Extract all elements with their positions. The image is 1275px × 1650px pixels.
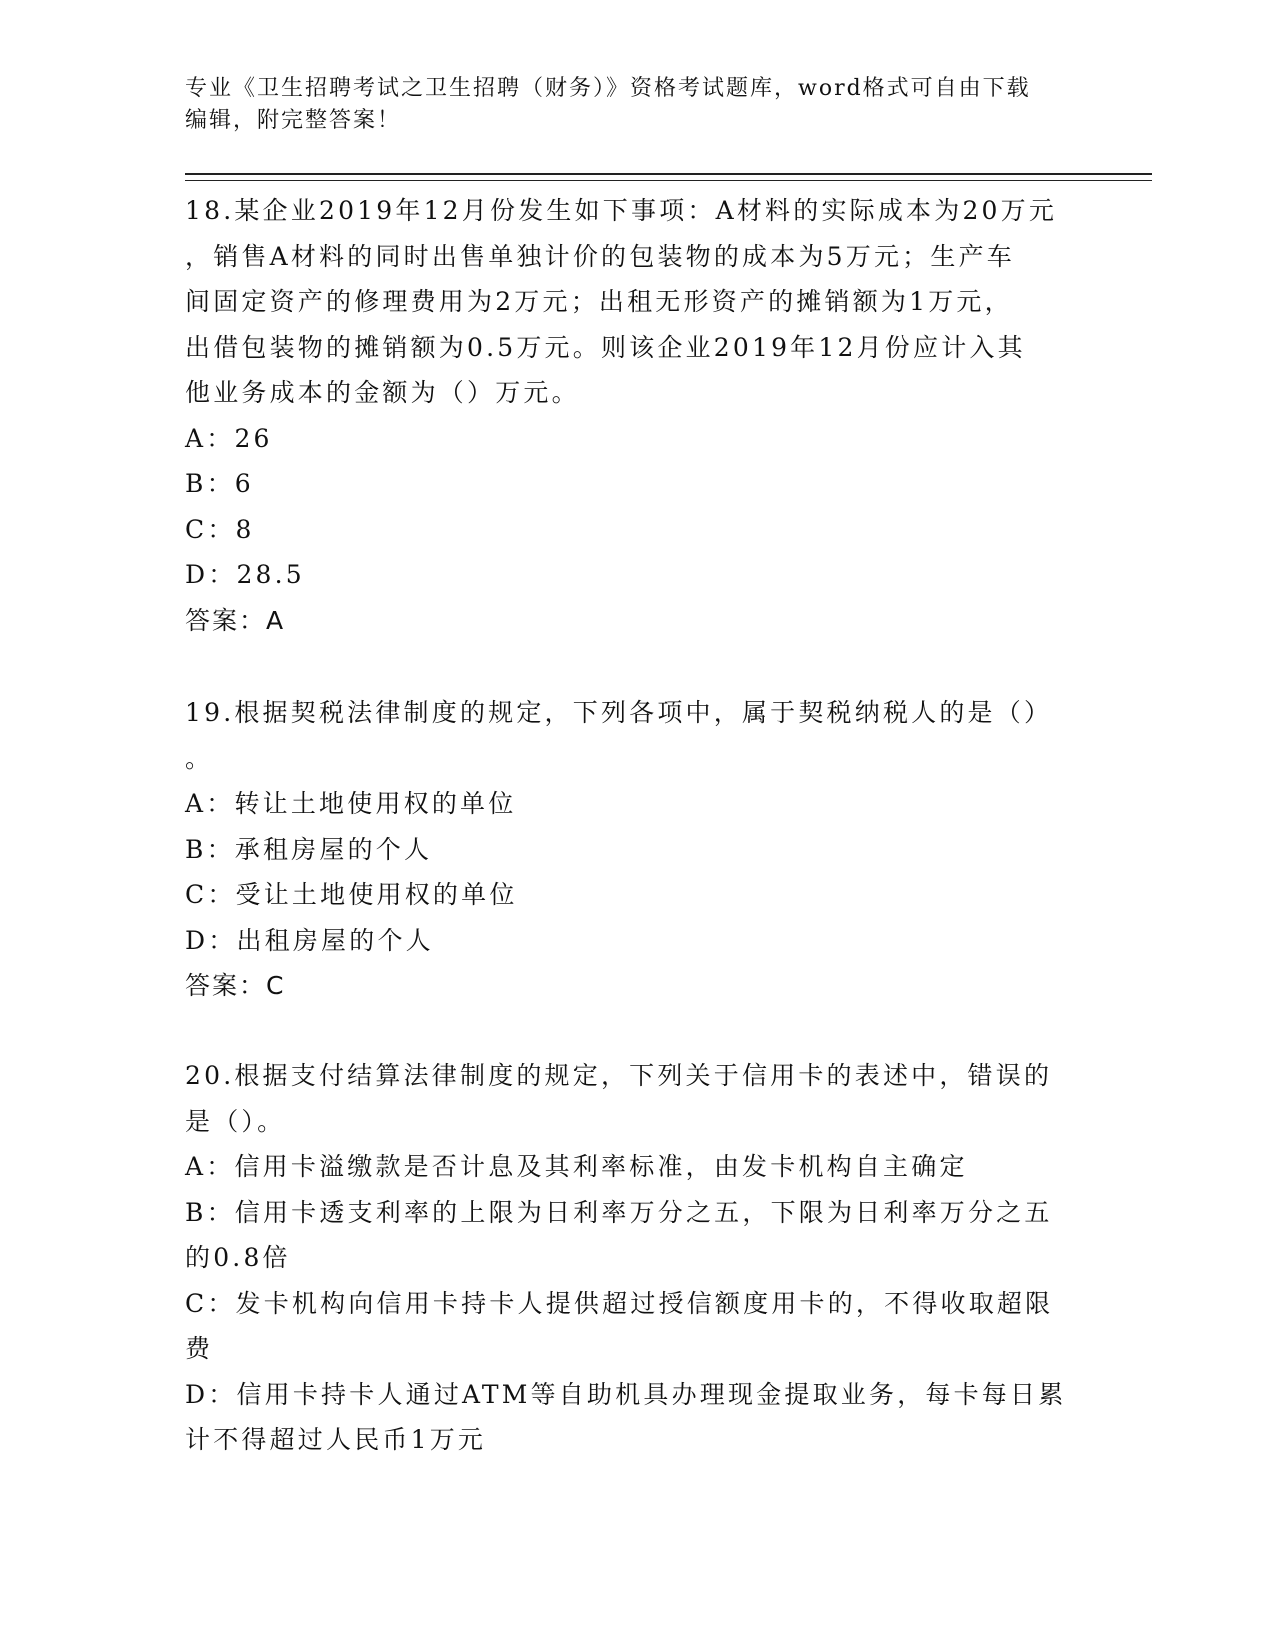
option-b: B：信用卡透支利率的上限为日利率万分之五，下限为日利率万分之五 xyxy=(185,1197,1053,1227)
question-18 xyxy=(185,188,1085,643)
question-stem-line: 出借包装物的摊销额为0.5万元。则该企业2019年12月份应计入其 xyxy=(185,332,1026,362)
answer-label: 答案：C xyxy=(185,971,286,1000)
header-divider-thick xyxy=(185,173,1152,175)
option-c: C：发卡机构向信用卡持卡人提供超过授信额度用卡的，不得收取超限 xyxy=(185,1288,1054,1318)
option-c: C：8 xyxy=(185,514,255,544)
option-a: A：26 xyxy=(185,423,273,453)
option-c-continued: 费 xyxy=(185,1334,214,1363)
option-c: C：受让土地使用权的单位 xyxy=(185,880,518,909)
option-d: D：信用卡持卡人通过ATM等自助机具办理现金提取业务，每卡每日累 xyxy=(185,1379,1067,1409)
question-stem-line: 。 xyxy=(185,743,214,773)
option-d: D：28.5 xyxy=(185,560,305,589)
answer-label: 答案：A xyxy=(185,605,286,635)
question-stem-line: 是（）。 xyxy=(185,1106,286,1136)
header-line: 专业《卫生招聘考试之卫生招聘（财务）》资格考试题库，word格式可自由下载 xyxy=(185,76,1031,101)
question-stem-line: 18.某企业2019年12月份发生如下事项：A材料的实际成本为20万元 xyxy=(185,196,1058,225)
question-stem-line: 他业务成本的金额为（）万元。 xyxy=(185,378,580,407)
option-a: A：信用卡溢缴款是否计息及其利率标准，由发卡机构自主确定 xyxy=(185,1152,968,1181)
question-stem-line: 19.根据契税法律制度的规定，下列各项中，属于契税纳税人的是（） xyxy=(185,698,1053,727)
question-20 xyxy=(185,1053,1085,1463)
question-stem-line: 20.根据支付结算法律制度的规定，下列关于信用卡的表述中，错误的 xyxy=(185,1061,1053,1090)
option-d-continued: 计不得超过人民币1万元 xyxy=(185,1425,487,1454)
header-line: 编辑，附完整答案！ xyxy=(185,108,402,133)
option-b-continued: 的0.8倍 xyxy=(185,1243,291,1272)
option-d: D：出租房屋的个人 xyxy=(185,925,434,955)
option-b: B：6 xyxy=(185,469,254,498)
document-header xyxy=(185,73,1075,137)
header-divider-thin xyxy=(185,180,1152,181)
question-stem-line: ，销售A材料的同时出售单独计价的包装物的成本为5万元；生产车 xyxy=(185,241,1015,271)
question-19 xyxy=(185,690,1085,1009)
question-stem-line: 间固定资产的修理费用为2万元；出租无形资产的摊销额为1万元， xyxy=(185,287,1013,316)
option-b: B：承租房屋的个人 xyxy=(185,834,433,864)
option-a: A：转让土地使用权的单位 xyxy=(185,789,517,818)
